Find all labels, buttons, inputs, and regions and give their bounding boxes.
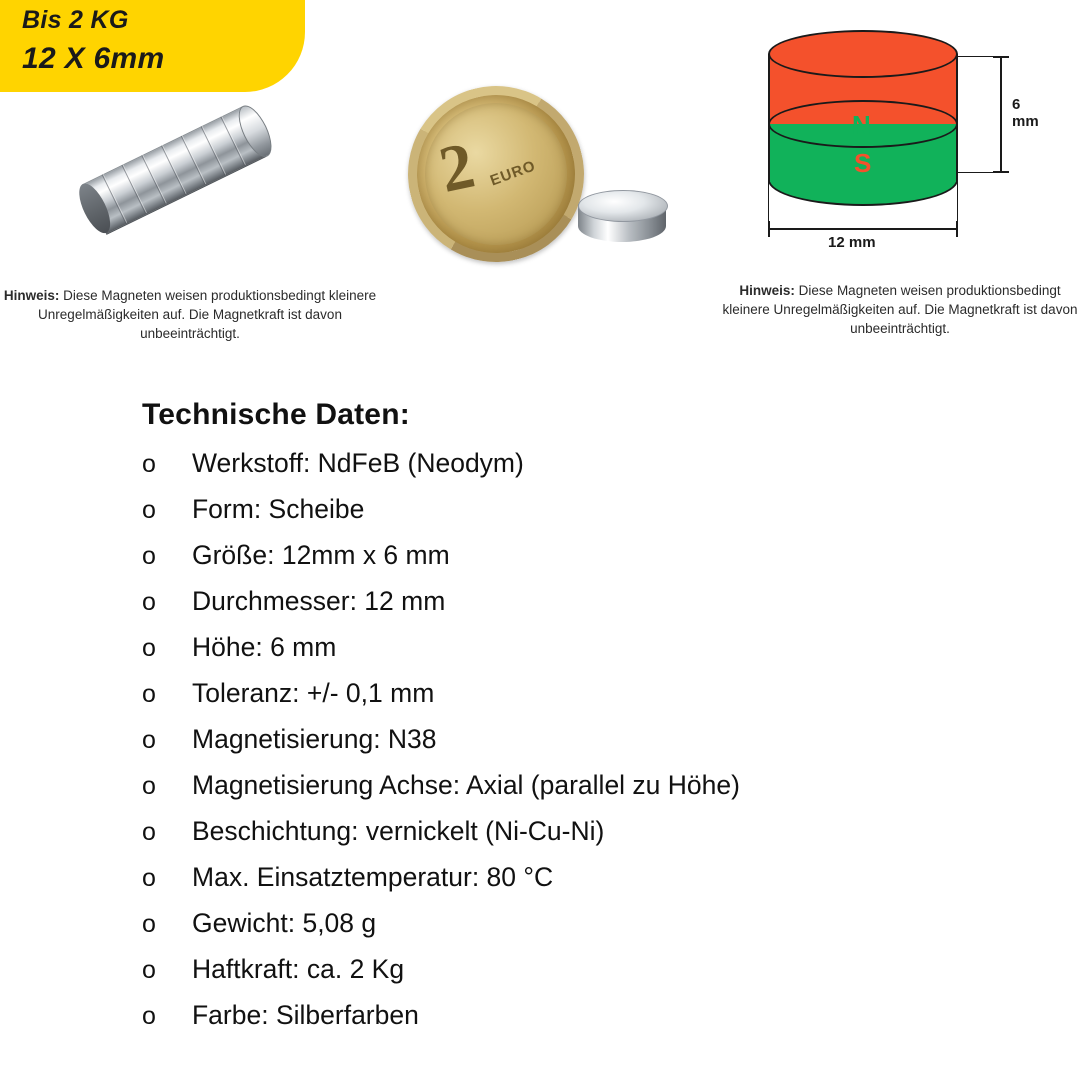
north-pole-label: N — [852, 110, 871, 140]
spec-item-text: Farbe: Silberfarben — [192, 1000, 419, 1030]
diameter-arrow-left — [768, 221, 770, 237]
diameter-dimension-label: 12 mm — [828, 234, 876, 251]
left-disclaimer-note — [0, 286, 380, 343]
spec-bullet: o — [142, 818, 156, 846]
product-badge — [0, 0, 305, 92]
spec-item-text: Max. Einsatztemperatur: 80 °C — [192, 862, 554, 892]
magnet-disc-top — [578, 190, 668, 222]
single-magnet-photo — [578, 190, 666, 252]
left-disclaimer-label: Hinweis: — [3, 288, 60, 303]
spec-item-text: Toleranz: +/- 0,1 mm — [192, 678, 435, 708]
spec-item-text: Höhe: 6 mm — [192, 632, 337, 662]
cylinder-top-ellipse — [768, 30, 958, 78]
spec-item-text: Gewicht: 5,08 g — [192, 908, 377, 938]
right-disclaimer-note — [720, 281, 1080, 338]
badge-size-label: 12 X 6mm — [22, 42, 165, 75]
spec-item — [142, 486, 1042, 532]
spec-bullet: o — [142, 634, 156, 662]
spec-item — [142, 762, 1042, 808]
spec-item — [142, 992, 1042, 1038]
spec-item-text: Größe: 12mm x 6 mm — [192, 540, 450, 570]
dimension-diagram-panel — [720, 0, 1080, 380]
spec-item — [142, 532, 1042, 578]
spec-item — [142, 946, 1042, 992]
spec-bullet: o — [142, 680, 156, 708]
technical-data-list — [142, 440, 1042, 1038]
diameter-arrow-right — [956, 221, 958, 237]
height-arrow-top — [993, 56, 1009, 58]
spec-item — [142, 900, 1042, 946]
spec-bullet: o — [142, 864, 156, 892]
spec-item — [142, 716, 1042, 762]
magnet-dimension-diagram — [760, 22, 1050, 272]
technical-data-section — [142, 398, 1042, 1038]
spec-item — [142, 670, 1042, 716]
spec-bullet: o — [142, 588, 156, 616]
spec-item — [142, 578, 1042, 624]
spec-item-text: Durchmesser: 12 mm — [192, 586, 446, 616]
spec-item — [142, 854, 1042, 900]
spec-bullet: o — [142, 956, 156, 984]
spec-item-text: Beschichtung: vernickelt (Ni-Cu-Ni) — [192, 816, 605, 846]
spec-bullet: o — [142, 772, 156, 800]
spec-item — [142, 808, 1042, 854]
height-arrow-bottom — [993, 171, 1009, 173]
height-dimension-line — [1000, 56, 1002, 172]
coin-comparison-panel — [380, 0, 720, 380]
spec-item-text: Haftkraft: ca. 2 Kg — [192, 954, 405, 984]
spec-bullet: o — [142, 910, 156, 938]
spec-bullet: o — [142, 450, 156, 478]
spec-item — [142, 440, 1042, 486]
right-disclaimer-text: Diese Magneten weisen produktionsbedingt kleinere Unregelmäßigkeiten auf. Die Magnetkraft ist davon unbeeinträchtigt. — [722, 283, 1078, 337]
right-disclaimer-label: Hinweis: — [739, 283, 795, 298]
diameter-dimension-line — [768, 228, 958, 230]
magnet-cylinder — [768, 30, 958, 208]
spec-bullet: o — [142, 726, 156, 754]
magnet-stack-photo — [60, 74, 292, 270]
coin-value-label: 2 — [433, 128, 481, 207]
technical-data-title: Technische Daten: — [142, 398, 410, 431]
euro-coin-image — [389, 67, 602, 280]
south-pole-label: S — [854, 148, 872, 178]
spec-item-text: Magnetisierung Achse: Axial (parallel zu Höhe) — [192, 770, 740, 800]
spec-bullet: o — [142, 542, 156, 570]
spec-bullet: o — [142, 1002, 156, 1030]
spec-item-text: Werkstoff: NdFeB (Neodym) — [192, 448, 524, 478]
spec-item-text: Form: Scheibe — [192, 494, 365, 524]
left-disclaimer-text: Diese Magneten weisen produktionsbedingt kleinere Unregelmäßigkeiten auf. Die Magnetkraft ist davon unbeeinträchtigt. — [38, 288, 377, 342]
badge-capacity-label: Bis 2 KG — [22, 6, 129, 34]
height-dimension-label: 6 mm — [1012, 96, 1039, 130]
spec-item-text: Magnetisierung: N38 — [192, 724, 437, 754]
coin-currency-label: EURO — [487, 157, 539, 190]
spec-item — [142, 624, 1042, 670]
spec-bullet: o — [142, 496, 156, 524]
